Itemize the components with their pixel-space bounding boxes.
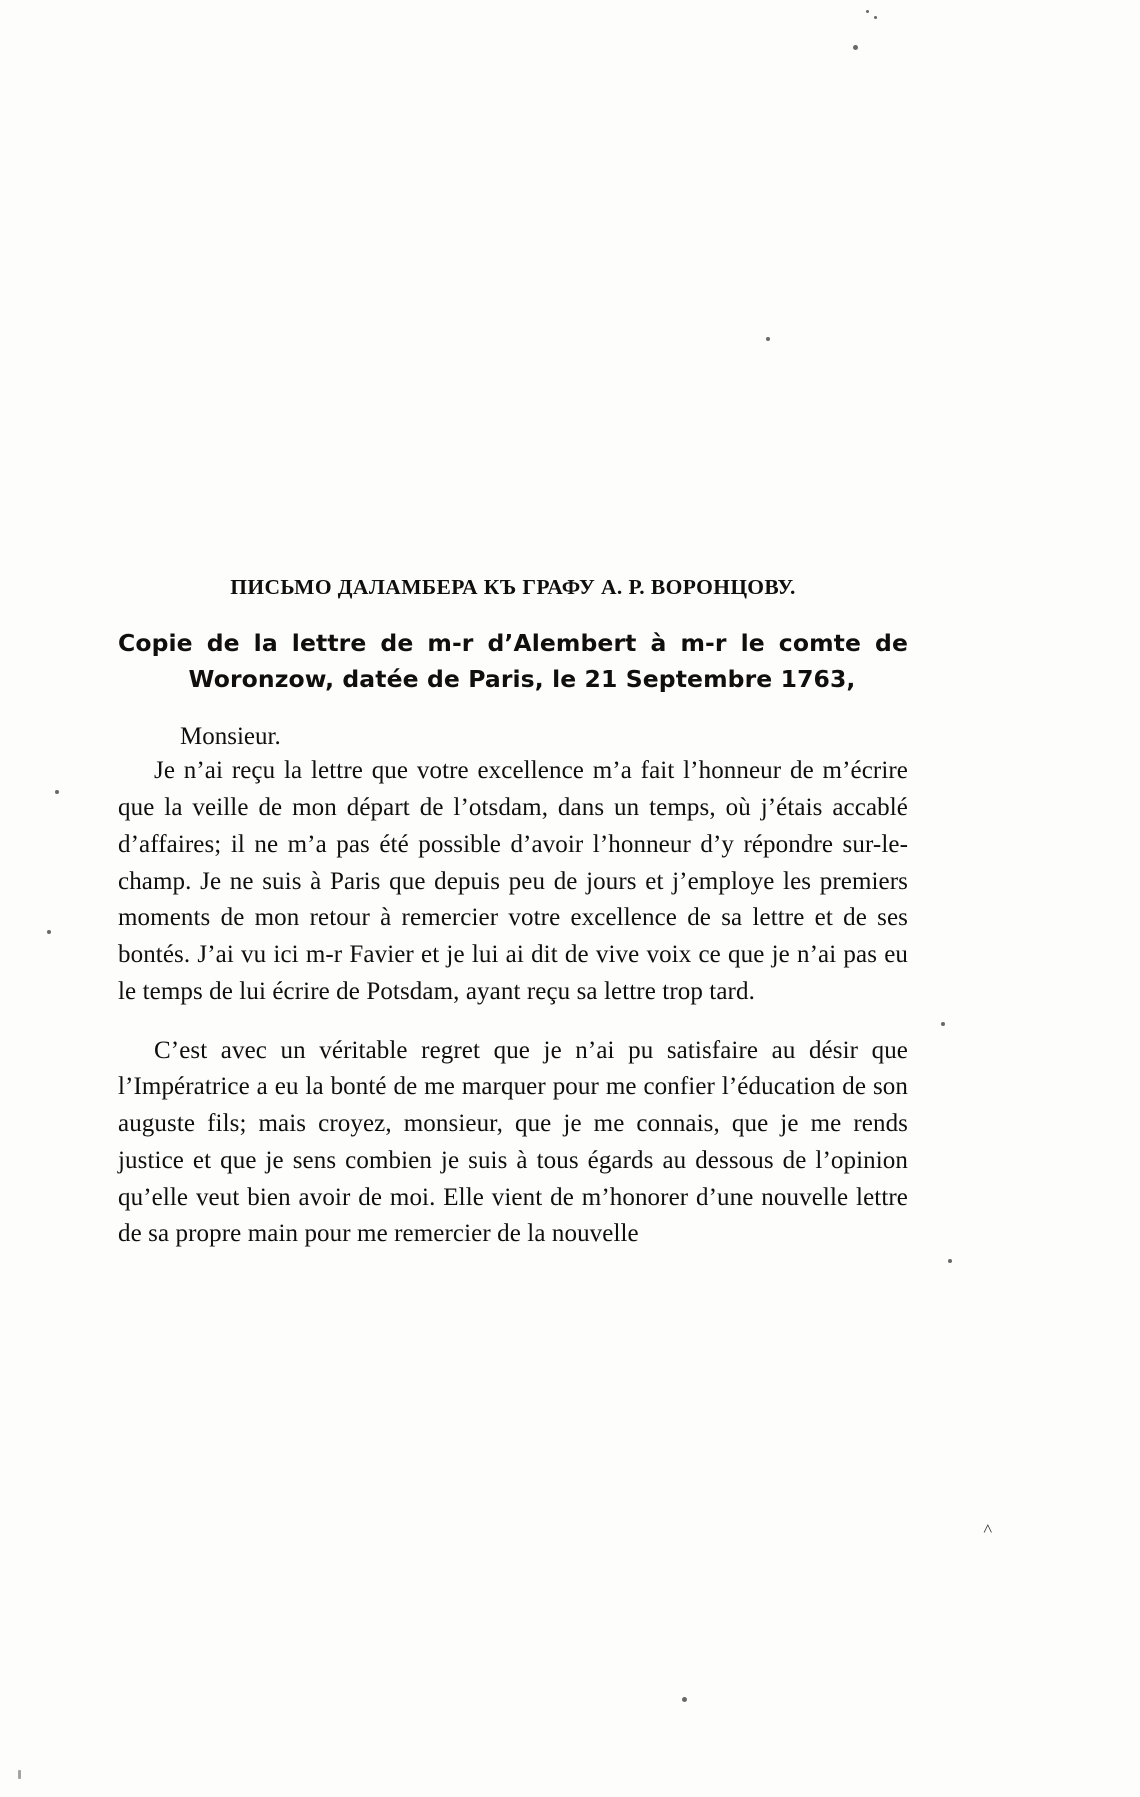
scan-speck bbox=[47, 930, 51, 934]
scan-speck bbox=[18, 1770, 21, 1779]
scan-speck bbox=[682, 1697, 687, 1702]
scan-speck bbox=[866, 10, 869, 13]
subtitle-line-1: Copie de la lettre de m-r d’Alembert à m-r le comte de bbox=[118, 629, 908, 657]
letter-subtitle bbox=[118, 626, 908, 697]
subtitle-line-2: Woronzow, datée de Paris, le 21 Septembre 1763, bbox=[188, 664, 856, 693]
scan-speck bbox=[55, 790, 59, 794]
page-title: ПИСЬМО ДАЛАМБЕРА КЪ ГРАФУ А. Р. ВОРОНЦОВУ. bbox=[230, 575, 796, 599]
salutation: Monsieur. bbox=[180, 723, 281, 751]
scan-speck bbox=[948, 1259, 952, 1263]
paragraph-text: Je n’ai reçu la lettre que votre excellence m’a fait l’honneur de m’écrire que la veille de mon départ de l’otsdam, dans un temps, où j’étais accablé d’affaires; il ne m’a pas été possible d’avoir l’honneur d’y répondre sur-le-champ. Je ne suis à Paris que depuis peu de jours et j’employe les premiers moments de mon retour à remercier votre excellence de sa lettre et de ses bontés. J’ai vu ici m-r Favier et je lui ai dit de vive voix ce que je n’ai pas eu le temps de lui écrire de Potsdam, ayant reçu sa lettre trop tard. bbox=[118, 757, 908, 1005]
paragraph-2 bbox=[118, 1033, 908, 1254]
scan-speck bbox=[853, 45, 858, 50]
scan-speck bbox=[766, 337, 770, 341]
scan-speck bbox=[874, 16, 877, 19]
scan-speck bbox=[941, 1022, 945, 1026]
letter-body bbox=[118, 575, 908, 1253]
paragraph-text: C’est avec un véritable regret que je n’ai pu satisfaire au désir que l’Impératrice a eu la bonté de me marquer pour me confier l’éducation de son auguste fils; mais croyez, monsieur, que je me connais, que je me rends justice et que je sens combien je suis à tous égards au dessous de l’opinion qu’elle veut bien avoir de moi. Elle vient de m’honorer d’une nouvelle lettre de sa propre main pour me remercier de la nouvelle bbox=[118, 1036, 908, 1248]
paragraph-1 bbox=[118, 753, 908, 1010]
margin-caret-mark: ˄ bbox=[983, 1519, 993, 1538]
